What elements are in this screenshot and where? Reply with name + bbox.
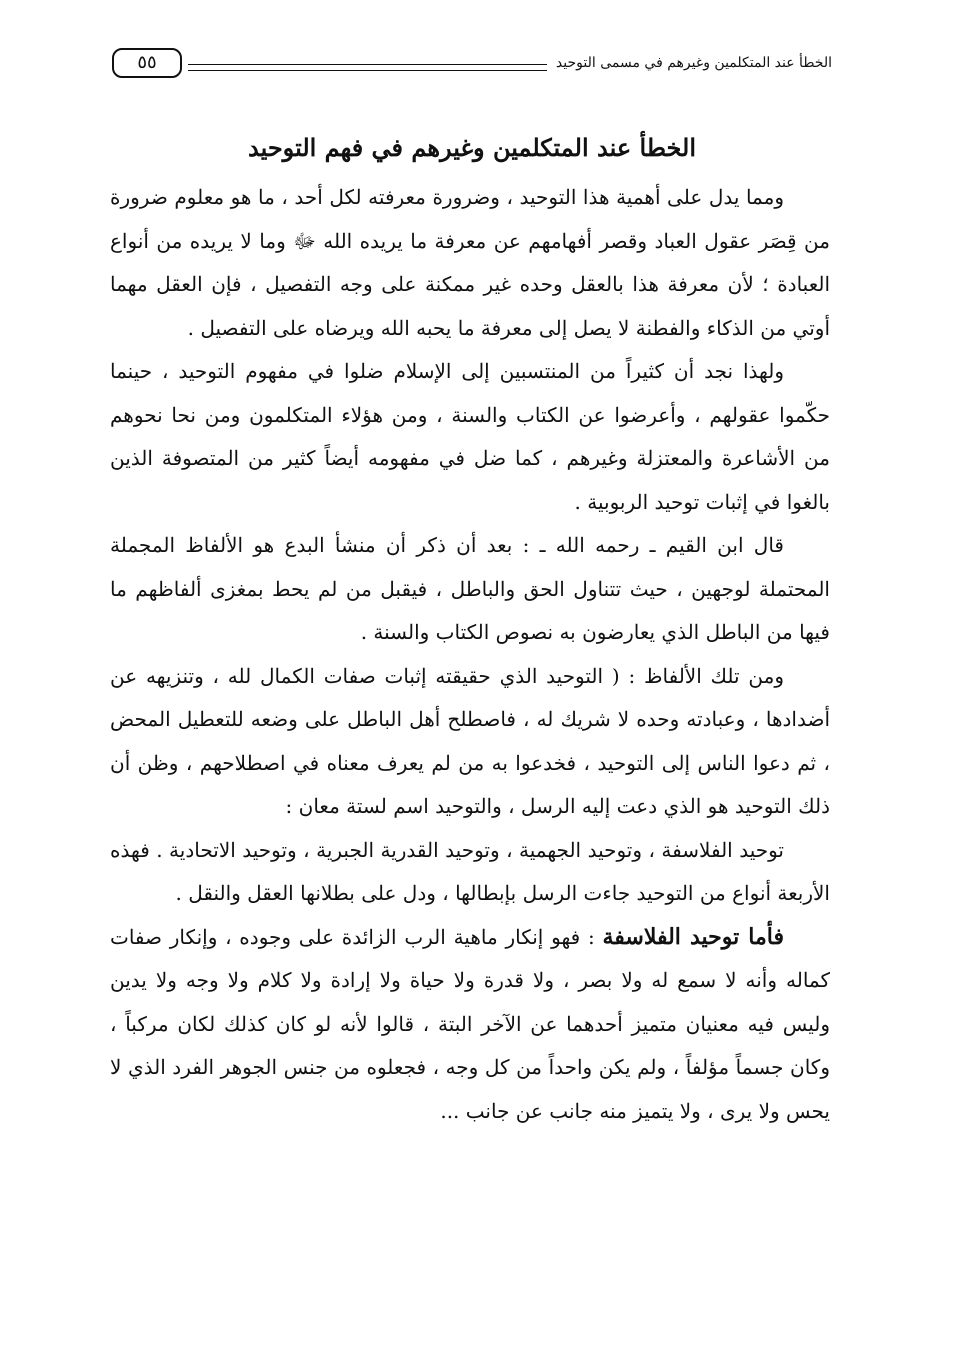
page-header (112, 44, 832, 84)
paragraph: ومن تلك الألفاظ : ( التوحيد الذي حقيقته إثبات صفات الكمال لله ، وتنزيهه عن أضدادها ، وعبادته وحده لا شريك له ، فاصطلح أهل الباطل على وضعه للتعطيل المحض ، ثم دعوا الناس إلى التوحيد ، فخدعوا به من لم يعرف معناه في اصطلاحهم ، وظن أن ذلك التوحيد هو الذي دعت إليه الرسل ، والتوحيد اسم لستة معان : (110, 663, 830, 818)
paragraph: ومما يدل على أهمية هذا التوحيد ، وضرورة معرفته لكل أحد ، ما هو معلوم ضرورة من قِصَر عقول العباد وقصر أفهامهم عن معرفة ما يريده الله ﷻ وما لا يريده من أنواع العبادة ؛ لأن معرفة هذا بالعقل وحده غير ممكنة على وجه التفصيل ، فإن العقل مهما أوتي من الذكاء والفطنة لا يصل إلى معرفة ما يحبه الله ويرضاه على التفصيل . (110, 185, 830, 340)
running-title: الخطأ عند المتكلمين وغيرهم في مسمى التوحيد (555, 55, 832, 71)
paragraph: ولهذا نجد أن كثيراً من المنتسبين إلى الإسلام ضلوا في مفهوم التوحيد ، حينما حكّموا عقولهم ، وأعرضوا عن الكتاب والسنة ، ومن هؤلاء المتكلمون ومن نحا نحوهم من الأشاعرة والمعتزلة وغيرهم ، كما ضل في مفهومه أيضاً كثير من المتصوفة الذين بالغوا في إثبات توحيد الربوبية . (110, 359, 830, 514)
paragraph-philosophers (110, 916, 830, 1134)
body-text (110, 176, 830, 1133)
header-rule (188, 64, 547, 65)
page-number: ٥٥ (112, 48, 182, 78)
chapter-title: الخطأ عند المتكلمين وغيرهم في فهم التوحيد (248, 133, 696, 162)
paragraph-lead: فأما توحيد الفلاسفة (602, 923, 784, 950)
paragraph-text: : فهو إنكار ماهية الرب الزائدة على وجوده ، وإنكار صفات كماله وأنه لا سمع له ولا بصر ، ولا قدرة ولا حياة ولا إرادة ولا كلام ولا وجه ولا يدين وليس فيه معنيان متميز أحدهما عن الآخر البتة ، قالوا لأنه لو كان كذلك لكان مركباً ، وكان جسماً مؤلفاً ، ولم يكن واحداً من كل وجه ، فجعلوه من جنس الجوهر الفرد الذي لا يحس ولا يرى ، ولا يتميز منه جانب عن جانب ... (110, 924, 830, 1123)
paragraph: توحيد الفلاسفة ، وتوحيد الجهمية ، وتوحيد القدرية الجبرية ، وتوحيد الاتحادية . فهذه الأربعة أنواع من التوحيد جاءت الرسل بإبطالها ، ودل على بطلانها العقل والنقل . (110, 837, 830, 905)
header-rule-thin (188, 70, 547, 71)
paragraph: قال ابن القيم ـ رحمه الله ـ : بعد أن ذكر أن منشأ البدع هو الألفاظ المجملة المحتملة لوجهين ، حيث تتناول الحق والباطل ، فيقبل من لم يحط بمغزى ألفاظهم ما فيها من الباطل الذي يعارضون به نصوص الكتاب والسنة . (110, 533, 830, 644)
